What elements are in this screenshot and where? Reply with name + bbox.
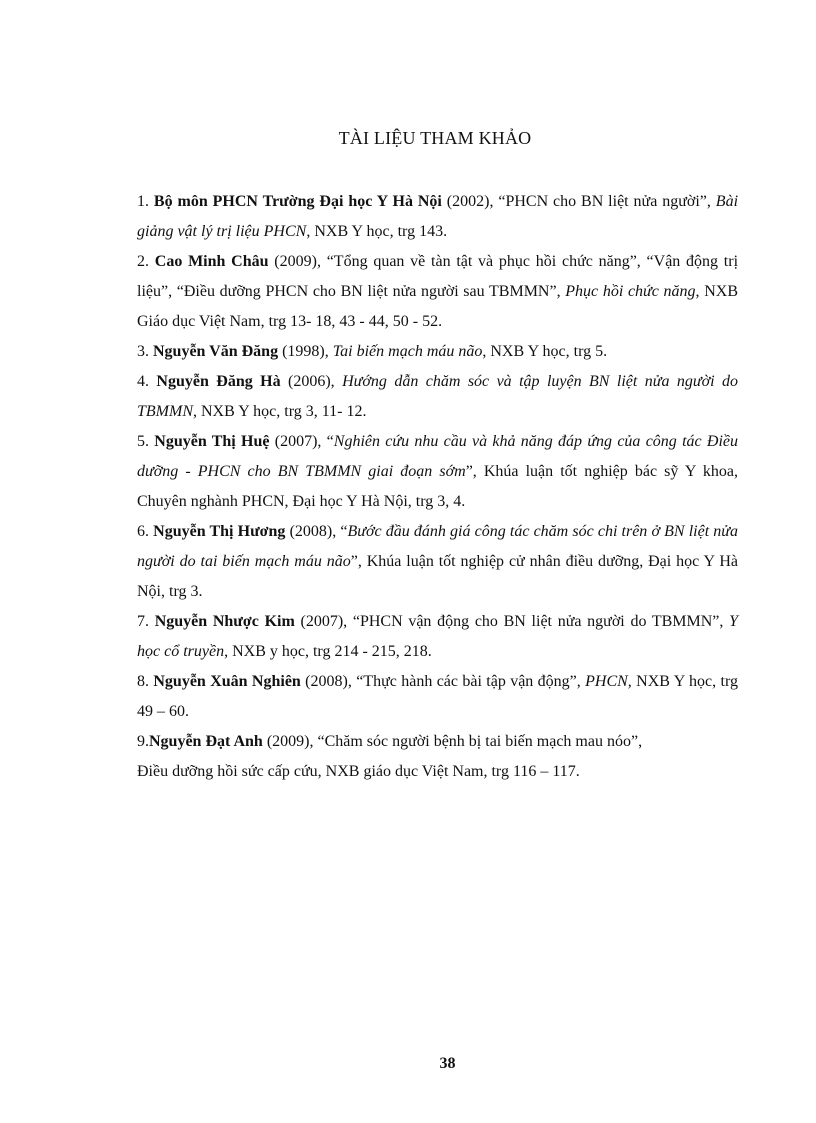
reference-text: (2008), “Thực hành các bài tập vận động”, bbox=[300, 673, 586, 690]
reference-author: Nguyễn Xuân Nghiên bbox=[153, 673, 301, 690]
reference-number: 9. bbox=[137, 733, 149, 750]
reference-number: 1. bbox=[137, 193, 149, 210]
reference-publisher: , NXB y học, trg 214 - 215, 218. bbox=[224, 643, 432, 660]
reference-item-3 bbox=[137, 337, 738, 367]
reference-list bbox=[137, 187, 738, 787]
reference-title: Bài giảng vật lý trị liệu PHCN bbox=[137, 193, 739, 240]
reference-author: Nguyễn Thị Huệ bbox=[154, 433, 270, 450]
reference-item-2 bbox=[137, 247, 738, 337]
reference-author: Bộ môn PHCN Trường Đại học Y Hà Nội bbox=[153, 193, 442, 210]
reference-number: 8. bbox=[137, 673, 149, 690]
reference-title: Hướng dẫn chăm sóc và tập luyện BN liệt nửa người do TBMMN bbox=[137, 373, 739, 420]
reference-text: (2002), “PHCN cho BN liệt nửa người”, bbox=[441, 193, 716, 210]
reference-publisher: Điều dưỡng hồi sức cấp cứu, NXB giáo dục Việt Nam, trg 116 – 117. bbox=[137, 763, 580, 780]
reference-author: Cao Minh Châu bbox=[154, 253, 269, 270]
reference-item-5 bbox=[137, 427, 738, 517]
reference-publisher: , NXB Y học, trg 143. bbox=[306, 223, 448, 240]
reference-title: Tai biến mạch máu não bbox=[332, 343, 483, 360]
reference-publisher: , NXB Y học, trg 5. bbox=[482, 343, 608, 360]
reference-item-4 bbox=[137, 367, 738, 427]
reference-text: (2009), “Chăm sóc người bệnh bị tai biến mạch mau nóo”, bbox=[262, 733, 643, 750]
reference-item-7 bbox=[137, 607, 738, 667]
reference-text: (2007), “PHCN vận động cho BN liệt nửa người do TBMMN”, bbox=[294, 613, 730, 630]
reference-title: Bước đầu đánh giá công tác chăm sóc chi trên ở BN liệt nửa người do tai biến mạch máu não bbox=[137, 523, 739, 570]
reference-title: Nghiên cứu nhu cầu và khả năng đáp ứng của công tác Điều dưỡng - PHCN cho BN TBMMN giai đoạn sớm bbox=[137, 433, 739, 480]
reference-number: 6. bbox=[137, 523, 149, 540]
reference-item-1 bbox=[137, 187, 738, 247]
reference-number: 7. bbox=[137, 613, 149, 630]
reference-text: (2007), “ bbox=[269, 433, 334, 450]
reference-number: 4. bbox=[137, 373, 149, 390]
reference-publisher: ”, Khúa luận tốt nghiệp cử nhân điều dưỡng, Đại học Y Hà Nội, trg 3. bbox=[137, 553, 738, 600]
reference-author: Nguyễn Đăng Hà bbox=[156, 373, 281, 390]
reference-publisher: , NXB Giáo dục Việt Nam, trg 13- 18, 43 - 44, 50 - 52. bbox=[137, 283, 739, 330]
reference-publisher: , NXB Y học, trg 3, 11- 12. bbox=[193, 403, 367, 420]
reference-item-8 bbox=[137, 667, 738, 727]
page-number: 38 bbox=[439, 1055, 456, 1072]
reference-title: Y học cổ truyền bbox=[137, 613, 739, 660]
reference-item-6 bbox=[137, 517, 738, 607]
reference-item-9 bbox=[137, 727, 738, 787]
reference-title: PHCN, bbox=[585, 673, 632, 690]
reference-text: (2006), bbox=[280, 373, 343, 390]
reference-text: (1998), bbox=[278, 343, 333, 360]
reference-title: Phục hồi chức năng bbox=[565, 283, 696, 300]
reference-number: 5. bbox=[137, 433, 149, 450]
reference-author: Nguyễn Văn Đăng bbox=[153, 343, 279, 360]
reference-number: 3. bbox=[137, 343, 149, 360]
reference-author: Nguyễn Thị Hương bbox=[153, 523, 286, 540]
reference-text: (2009), “Tổng quan về tàn tật và phục hồi chức năng”, “Vận động trị liệu”, “Điều dưỡng PHCN cho BN liệt nửa người sau TBMMN”, bbox=[137, 253, 739, 300]
reference-number: 2. bbox=[137, 253, 149, 270]
reference-publisher: NXB Y học, trg 49 – 60. bbox=[137, 673, 738, 720]
reference-author: Nguyễn Nhược Kim bbox=[154, 613, 295, 630]
page-title: TÀI LIỆU THAM KHẢO bbox=[338, 128, 532, 148]
reference-author: Nguyễn Đạt Anh bbox=[149, 733, 263, 750]
reference-text: (2008), “ bbox=[285, 523, 348, 540]
reference-publisher: ”, Khúa luận tốt nghiệp bác sỹ Y khoa, Chuyên nghành PHCN, Đại học Y Hà Nội, trg 3, 4. bbox=[137, 463, 738, 510]
